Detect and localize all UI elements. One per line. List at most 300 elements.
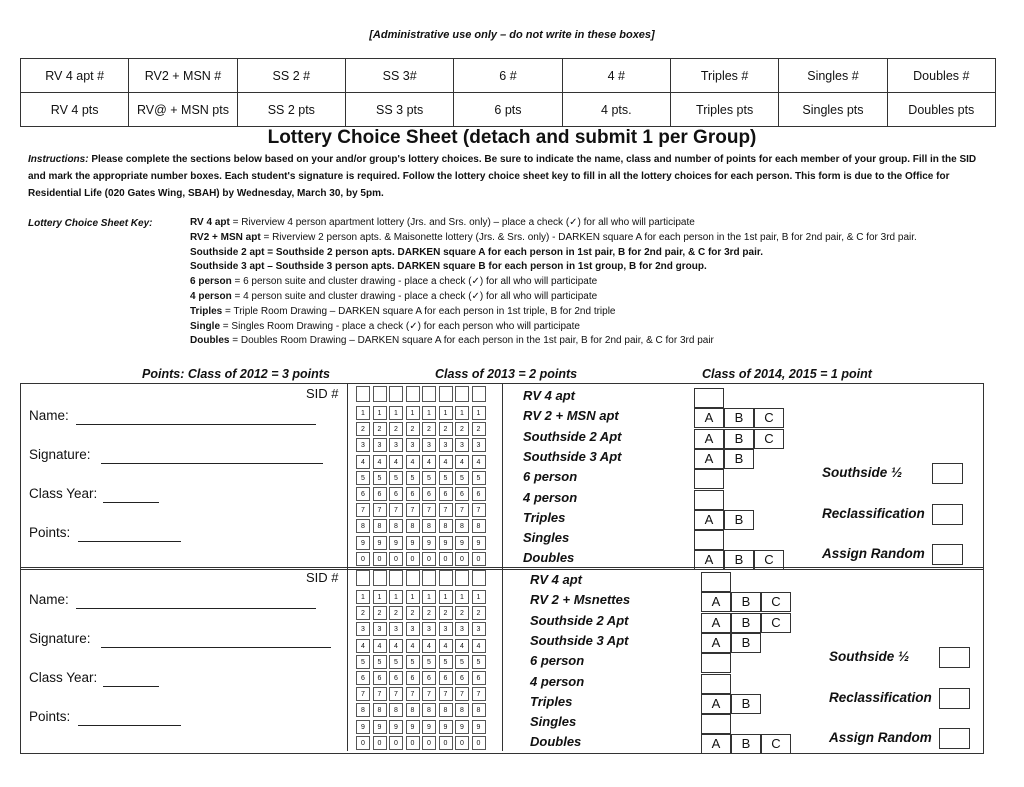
digit-bubble[interactable]: 8: [455, 519, 469, 533]
digit-bubble[interactable]: 5: [472, 655, 486, 669]
choice-label: Triples: [530, 693, 573, 709]
digit-bubble[interactable]: 1: [439, 590, 453, 604]
digit-bubble[interactable]: 8: [373, 519, 387, 533]
digit-bubble[interactable]: 6: [356, 487, 370, 501]
digit-bubble[interactable]: 2: [472, 422, 486, 436]
sid-entry-box[interactable]: [455, 570, 469, 586]
group-section: [20, 567, 984, 754]
admin-row-points: [21, 93, 996, 127]
class_year-label: Class Year:: [29, 670, 98, 685]
digit-bubble[interactable]: 0: [455, 736, 469, 750]
digit-bubble[interactable]: 5: [439, 471, 453, 485]
digit-bubble[interactable]: 9: [389, 720, 403, 734]
sid-digit-grid: [347, 384, 503, 567]
digit-bubble[interactable]: 3: [373, 622, 387, 636]
key-term: Single: [190, 320, 221, 332]
digit-bubble[interactable]: 1: [356, 406, 370, 420]
digit-bubble[interactable]: 2: [406, 422, 420, 436]
digit-bubble[interactable]: 4: [406, 455, 420, 469]
digit-bubble[interactable]: 9: [406, 536, 420, 550]
choice-box-c[interactable]: C: [761, 734, 791, 754]
digit-bubble[interactable]: 9: [439, 720, 453, 734]
digit-bubble[interactable]: 8: [472, 519, 486, 533]
key-line: [190, 320, 580, 334]
digit-bubble[interactable]: 0: [439, 736, 453, 750]
digit-bubble[interactable]: 0: [389, 552, 403, 566]
digit-bubble[interactable]: 0: [472, 736, 486, 750]
sid-entry-box[interactable]: [439, 386, 453, 402]
digit-bubble[interactable]: 3: [439, 438, 453, 452]
choice-check-box[interactable]: [694, 388, 724, 408]
digit-bubble[interactable]: 6: [455, 487, 469, 501]
digit-bubble[interactable]: 6: [422, 487, 436, 501]
digit-bubble[interactable]: 9: [472, 720, 486, 734]
digit-bubble[interactable]: 1: [389, 590, 403, 604]
digit-bubble[interactable]: 2: [406, 606, 420, 620]
digit-bubble[interactable]: 8: [373, 703, 387, 717]
class-year-field[interactable]: [103, 501, 159, 503]
digit-bubble[interactable]: 8: [356, 519, 370, 533]
key-text: = Triple Room Drawing – DARKEN square A for each person in 1st triple, B for 2nd triple: [222, 305, 616, 317]
digit-bubble[interactable]: 7: [356, 503, 370, 517]
digit-bubble[interactable]: 5: [356, 655, 370, 669]
digit-bubble[interactable]: 4: [356, 455, 370, 469]
choice-check-box[interactable]: [694, 490, 724, 510]
admin-count-cell: RV2 + MSN #: [129, 59, 237, 93]
admin-note: [Administrative use only – do not write in these boxes]: [369, 29, 655, 41]
digit-bubble[interactable]: 6: [472, 671, 486, 685]
digit-bubble[interactable]: 8: [472, 703, 486, 717]
digit-bubble[interactable]: 0: [356, 552, 370, 566]
instructions-label: Instructions:: [28, 154, 89, 165]
choice-box-b[interactable]: B: [724, 408, 754, 428]
digit-bubble[interactable]: 9: [373, 536, 387, 550]
choice-box-b[interactable]: B: [731, 613, 761, 633]
digit-bubble[interactable]: 4: [389, 455, 403, 469]
digit-bubble[interactable]: 9: [422, 536, 436, 550]
choice-box-b[interactable]: B: [731, 734, 761, 754]
choice-label: Southside 2 Apt: [530, 612, 629, 628]
signature-label: Signature:: [29, 447, 91, 462]
class_year-label: Class Year:: [29, 486, 98, 501]
choice-box-a[interactable]: A: [701, 592, 731, 612]
choice-box-c[interactable]: C: [754, 408, 784, 428]
page-title: Lottery Choice Sheet (detach and submit 1 per Group): [267, 127, 757, 148]
digit-bubble[interactable]: 8: [356, 703, 370, 717]
key-line: [190, 305, 616, 319]
side-option-label: Reclassification: [829, 690, 932, 705]
digit-bubble[interactable]: 3: [406, 622, 420, 636]
choice-box-b[interactable]: B: [731, 592, 761, 612]
digit-bubble[interactable]: 9: [455, 720, 469, 734]
digit-bubble[interactable]: 5: [422, 471, 436, 485]
points-field[interactable]: [78, 724, 181, 726]
digit-bubble[interactable]: 5: [439, 655, 453, 669]
name-label: Name:: [29, 408, 69, 423]
digit-bubble[interactable]: 4: [439, 455, 453, 469]
points-label: Points:: [29, 525, 71, 540]
digit-bubble[interactable]: 1: [472, 406, 486, 420]
choice-box-a[interactable]: A: [694, 510, 724, 530]
digit-bubble[interactable]: 9: [422, 720, 436, 734]
digit-bubble[interactable]: 2: [439, 422, 453, 436]
digit-bubble[interactable]: 7: [389, 687, 403, 701]
digit-bubble[interactable]: 6: [455, 671, 469, 685]
choice-label: RV 4 apt: [523, 388, 576, 403]
sid-entry-box[interactable]: [373, 386, 387, 402]
digit-bubble[interactable]: 5: [472, 471, 486, 485]
signature-field[interactable]: [101, 462, 323, 464]
digit-bubble[interactable]: 3: [373, 438, 387, 452]
points-header-2013: Class of 2013 = 2 points: [435, 367, 578, 381]
digit-bubble[interactable]: 2: [472, 606, 486, 620]
key-text: = Riverview 4 person apartment lottery (Jrs. and Srs. only) – place a check (✓) for all who will participate: [229, 217, 695, 228]
key-term: RV2 + MSN apt: [190, 231, 261, 243]
digit-bubble[interactable]: 2: [422, 422, 436, 436]
admin-count-cell: SS 3#: [345, 59, 453, 93]
key-line: [190, 290, 597, 304]
choice-box-c[interactable]: C: [754, 550, 784, 570]
digit-bubble[interactable]: 1: [422, 590, 436, 604]
digit-bubble[interactable]: 0: [455, 552, 469, 566]
choice-box-c[interactable]: C: [761, 613, 791, 633]
choice-box-a[interactable]: A: [701, 633, 731, 653]
digit-bubble[interactable]: 7: [455, 503, 469, 517]
digit-bubble[interactable]: 4: [472, 639, 486, 653]
points-label: Points:: [29, 709, 71, 724]
digit-bubble[interactable]: 7: [406, 503, 420, 517]
digit-bubble[interactable]: 2: [422, 606, 436, 620]
digit-bubble[interactable]: 9: [373, 720, 387, 734]
sid-entry-box[interactable]: [356, 386, 370, 402]
digit-bubble[interactable]: 1: [406, 406, 420, 420]
digit-bubble[interactable]: 7: [422, 687, 436, 701]
choice-box-b[interactable]: B: [731, 694, 761, 714]
digit-bubble[interactable]: 4: [422, 639, 436, 653]
digit-bubble[interactable]: 8: [406, 703, 420, 717]
key-text: = Riverview 2 person apts. & Maisonette lottery (Jrs. & Srs. only) - DARKEN square A for each person in the 1st pair, B for 2nd pair, & C for 3rd pair.: [260, 231, 917, 243]
choice-label: 6 person: [523, 469, 578, 485]
key-term: RV 4 apt: [190, 217, 230, 228]
digit-bubble[interactable]: 0: [472, 552, 486, 566]
digit-bubble[interactable]: 6: [389, 487, 403, 501]
digit-bubble[interactable]: 5: [455, 471, 469, 485]
choice-label: 4 person: [523, 489, 578, 505]
key-line: [190, 246, 763, 260]
name-field[interactable]: [76, 607, 316, 609]
digit-bubble[interactable]: 6: [356, 671, 370, 685]
sid-entry-box[interactable]: [422, 386, 436, 402]
choice-label: RV 2 + MSN apt: [523, 408, 619, 424]
key-term: 6 person: [190, 276, 232, 288]
digit-bubble[interactable]: 1: [472, 590, 486, 604]
digit-bubble[interactable]: 7: [356, 687, 370, 701]
choice-check-box[interactable]: [701, 572, 731, 592]
digit-bubble[interactable]: 4: [455, 455, 469, 469]
digit-bubble[interactable]: 5: [422, 655, 436, 669]
digit-bubble[interactable]: 2: [455, 422, 469, 436]
admin-count-cell: RV 4 apt #: [21, 59, 129, 93]
side-option-box[interactable]: [939, 688, 970, 709]
digit-bubble[interactable]: 6: [439, 671, 453, 685]
sid-entry-box[interactable]: [472, 386, 486, 402]
choice-box-a[interactable]: A: [701, 694, 731, 714]
choice-label: RV 4 apt: [530, 572, 583, 587]
digit-bubble[interactable]: 7: [389, 503, 403, 517]
digit-bubble[interactable]: 4: [389, 639, 403, 653]
digit-bubble[interactable]: 9: [439, 536, 453, 550]
digit-bubble[interactable]: 1: [422, 406, 436, 420]
choice-check-box[interactable]: [701, 653, 731, 673]
admin-points-cell: Doubles pts: [887, 93, 995, 127]
digit-bubble[interactable]: 0: [356, 736, 370, 750]
key-text: = Doubles Room Drawing – DARKEN square A for each person in the 1st pair, B for 2nd pair, & C for 3rd pair: [229, 335, 714, 347]
digit-bubble[interactable]: 7: [439, 503, 453, 517]
digit-bubble[interactable]: 8: [422, 519, 436, 533]
digit-bubble[interactable]: 0: [373, 552, 387, 566]
digit-bubble[interactable]: 5: [389, 471, 403, 485]
admin-points-cell: RV@ + MSN pts: [129, 93, 237, 127]
digit-bubble[interactable]: 2: [439, 606, 453, 620]
digit-bubble[interactable]: 3: [356, 438, 370, 452]
digit-bubble[interactable]: 3: [356, 622, 370, 636]
admin-count-cell: 6 #: [454, 59, 562, 93]
digit-bubble[interactable]: 4: [455, 639, 469, 653]
admin-points-cell: 4 pts.: [562, 93, 670, 127]
digit-bubble[interactable]: 9: [356, 720, 370, 734]
digit-bubble[interactable]: 0: [373, 736, 387, 750]
side-option-label: Southside ½: [822, 465, 903, 480]
digit-bubble[interactable]: 0: [439, 552, 453, 566]
digit-bubble[interactable]: 7: [439, 687, 453, 701]
sid-label: SID #: [306, 386, 339, 401]
digit-bubble[interactable]: 5: [389, 655, 403, 669]
digit-bubble[interactable]: 5: [406, 655, 420, 669]
digit-bubble[interactable]: 4: [356, 639, 370, 653]
sid-entry-box[interactable]: [439, 570, 453, 586]
sid-entry-box[interactable]: [455, 386, 469, 402]
digit-bubble[interactable]: 2: [356, 422, 370, 436]
signature-label: Signature:: [29, 631, 91, 646]
digit-bubble[interactable]: 9: [406, 720, 420, 734]
digit-bubble[interactable]: 4: [439, 639, 453, 653]
digit-bubble[interactable]: 7: [373, 687, 387, 701]
instructions-text: Please complete the sections below based on your and/or group's lottery choices. Be sure to indicate the name, class and number of points for each member of your group. Fill in the SID and mark the appropriate number boxes. Each student's signature is required. Follow the lottery choice sheet key to fill in all the lottery choices for each person. This form is due to the Office for Residential Life (020 Gates Wing, SBAH) by Wednesday, March 30, by 5pm.: [28, 154, 977, 199]
key-line: [190, 231, 917, 245]
digit-bubble[interactable]: 6: [406, 671, 420, 685]
digit-bubble[interactable]: 4: [422, 455, 436, 469]
choice-label: Doubles: [530, 734, 582, 750]
sid-entry-box[interactable]: [389, 386, 403, 402]
digit-bubble[interactable]: 7: [472, 503, 486, 517]
digit-bubble[interactable]: 6: [389, 671, 403, 685]
digit-bubble[interactable]: 7: [455, 687, 469, 701]
digit-bubble[interactable]: 7: [406, 687, 420, 701]
admin-count-cell: Triples #: [670, 59, 778, 93]
choice-label: Triples: [523, 509, 566, 525]
signature-field[interactable]: [101, 646, 331, 648]
class-year-field[interactable]: [103, 685, 159, 687]
digit-bubble[interactable]: 6: [439, 487, 453, 501]
key-term: Southside 2 apt = Southside 2 person apts. DARKEN square A for each person in 1st pair, B for 2nd pair, & C for 3rd pair.: [190, 246, 763, 258]
choice-box-a[interactable]: A: [694, 550, 724, 570]
digit-bubble[interactable]: 1: [406, 590, 420, 604]
choice-check-box[interactable]: [701, 674, 731, 694]
digit-bubble[interactable]: 8: [439, 703, 453, 717]
choice-label: Singles: [523, 530, 570, 546]
choice-box-c[interactable]: C: [754, 429, 784, 449]
digit-bubble[interactable]: 1: [389, 406, 403, 420]
digit-bubble[interactable]: 8: [406, 519, 420, 533]
choice-box-b[interactable]: B: [731, 633, 761, 653]
digit-bubble[interactable]: 8: [439, 519, 453, 533]
digit-bubble[interactable]: 9: [472, 536, 486, 550]
admin-count-cell: Doubles #: [887, 59, 995, 93]
choice-box-a[interactable]: A: [701, 613, 731, 633]
digit-bubble[interactable]: 2: [373, 606, 387, 620]
key-term: 4 person: [190, 291, 232, 302]
name-label: Name:: [29, 592, 69, 607]
digit-bubble[interactable]: 6: [373, 487, 387, 501]
side-option-box[interactable]: [939, 728, 970, 749]
digit-bubble[interactable]: 3: [472, 438, 486, 452]
digit-bubble[interactable]: 3: [406, 438, 420, 452]
digit-bubble[interactable]: 8: [389, 519, 403, 533]
side-option-box[interactable]: [939, 647, 970, 668]
choice-label: RV 2 + Msnettes: [530, 592, 631, 608]
digit-bubble[interactable]: 6: [406, 487, 420, 501]
digit-bubble[interactable]: 9: [389, 536, 403, 550]
digit-bubble[interactable]: 2: [356, 606, 370, 620]
digit-bubble[interactable]: 0: [389, 736, 403, 750]
digit-bubble[interactable]: 1: [439, 406, 453, 420]
choice-box-b[interactable]: B: [724, 429, 754, 449]
digit-bubble[interactable]: 2: [389, 606, 403, 620]
digit-bubble[interactable]: 0: [406, 552, 420, 566]
choice-box-b[interactable]: B: [724, 550, 754, 570]
digit-bubble[interactable]: 3: [439, 622, 453, 636]
instructions: [28, 151, 993, 202]
digit-bubble[interactable]: 5: [373, 655, 387, 669]
key-term: Triples: [190, 305, 223, 317]
sid-entry-box[interactable]: [472, 570, 486, 586]
digit-bubble[interactable]: 3: [472, 622, 486, 636]
choice-box-a[interactable]: A: [694, 449, 724, 469]
sid-entry-box[interactable]: [373, 570, 387, 586]
digit-bubble[interactable]: 3: [389, 622, 403, 636]
key-line: [190, 275, 597, 289]
digit-bubble[interactable]: 1: [455, 406, 469, 420]
side-option-label: Reclassification: [822, 506, 925, 521]
digit-bubble[interactable]: 6: [472, 487, 486, 501]
choice-box-a[interactable]: A: [701, 734, 731, 754]
digit-bubble[interactable]: 9: [455, 536, 469, 550]
digit-bubble[interactable]: 3: [422, 438, 436, 452]
choice-label: Southside 2 Apt: [523, 428, 622, 444]
admin-points-cell: Singles pts: [779, 93, 887, 127]
choice-box-a[interactable]: A: [694, 408, 724, 428]
side-option-box[interactable]: [932, 463, 963, 484]
digit-bubble[interactable]: 4: [373, 455, 387, 469]
name-field[interactable]: [76, 423, 316, 425]
digit-bubble[interactable]: 2: [389, 422, 403, 436]
sid-entry-box[interactable]: [406, 386, 420, 402]
sid-entry-box[interactable]: [356, 570, 370, 586]
digit-bubble[interactable]: 3: [455, 438, 469, 452]
digit-bubble[interactable]: 0: [422, 736, 436, 750]
sid-digit-grid: [347, 568, 503, 751]
digit-bubble[interactable]: 5: [455, 655, 469, 669]
digit-bubble[interactable]: 5: [356, 471, 370, 485]
digit-bubble[interactable]: 1: [356, 590, 370, 604]
choice-check-box[interactable]: [694, 469, 724, 489]
digit-bubble[interactable]: 8: [422, 703, 436, 717]
admin-row-counts: [21, 59, 996, 93]
side-option-box[interactable]: [932, 504, 963, 525]
choice-box-c[interactable]: C: [761, 592, 791, 612]
digit-bubble[interactable]: 3: [422, 622, 436, 636]
digit-bubble[interactable]: 6: [373, 671, 387, 685]
side-option-box[interactable]: [932, 544, 963, 565]
digit-bubble[interactable]: 7: [472, 687, 486, 701]
digit-bubble[interactable]: 9: [356, 536, 370, 550]
choice-label: 4 person: [530, 673, 585, 689]
choice-check-box[interactable]: [701, 714, 731, 734]
digit-bubble[interactable]: 4: [472, 455, 486, 469]
digit-bubble[interactable]: 3: [389, 438, 403, 452]
digit-bubble[interactable]: 5: [406, 471, 420, 485]
choice-label: Southside 3 Apt: [523, 448, 622, 464]
points-field[interactable]: [78, 540, 181, 542]
admin-count-cell: Singles #: [779, 59, 887, 93]
digit-bubble[interactable]: 6: [422, 671, 436, 685]
choice-box-b[interactable]: B: [724, 510, 754, 530]
group-section: [20, 383, 984, 570]
points-header-2014: Class of 2014, 2015 = 1 point: [702, 367, 872, 381]
choice-box-a[interactable]: A: [694, 429, 724, 449]
digit-bubble[interactable]: 0: [406, 736, 420, 750]
digit-bubble[interactable]: 4: [406, 639, 420, 653]
sid-entry-box[interactable]: [422, 570, 436, 586]
admin-count-cell: SS 2 #: [237, 59, 345, 93]
sid-entry-box[interactable]: [389, 570, 403, 586]
choice-check-box[interactable]: [694, 530, 724, 550]
digit-bubble[interactable]: 1: [455, 590, 469, 604]
digit-bubble[interactable]: 0: [422, 552, 436, 566]
digit-bubble[interactable]: 5: [373, 471, 387, 485]
digit-bubble[interactable]: 2: [455, 606, 469, 620]
sid-label: SID #: [306, 570, 339, 585]
key-text: = 4 person suite and cluster drawing - place a check (✓) for all who will participate: [231, 291, 598, 302]
key-term: Southside 3 apt – Southside 3 person apts. DARKEN square B for each person in 1st group, B for 2nd group.: [190, 261, 707, 273]
digit-bubble[interactable]: 2: [373, 422, 387, 436]
digit-bubble[interactable]: 1: [373, 406, 387, 420]
admin-points-cell: SS 2 pts: [237, 93, 345, 127]
digit-bubble[interactable]: 8: [389, 703, 403, 717]
key-line: [190, 334, 714, 348]
choice-box-b[interactable]: B: [724, 449, 754, 469]
digit-bubble[interactable]: 8: [455, 703, 469, 717]
side-option-label: Assign Random: [829, 730, 932, 745]
choice-label: Doubles: [523, 550, 575, 566]
digit-bubble[interactable]: 4: [373, 639, 387, 653]
digit-bubble[interactable]: 7: [373, 503, 387, 517]
sid-entry-box[interactable]: [406, 570, 420, 586]
digit-bubble[interactable]: 7: [422, 503, 436, 517]
digit-bubble[interactable]: 3: [455, 622, 469, 636]
choice-label: Southside 3 Apt: [530, 632, 629, 648]
digit-bubble[interactable]: 1: [373, 590, 387, 604]
